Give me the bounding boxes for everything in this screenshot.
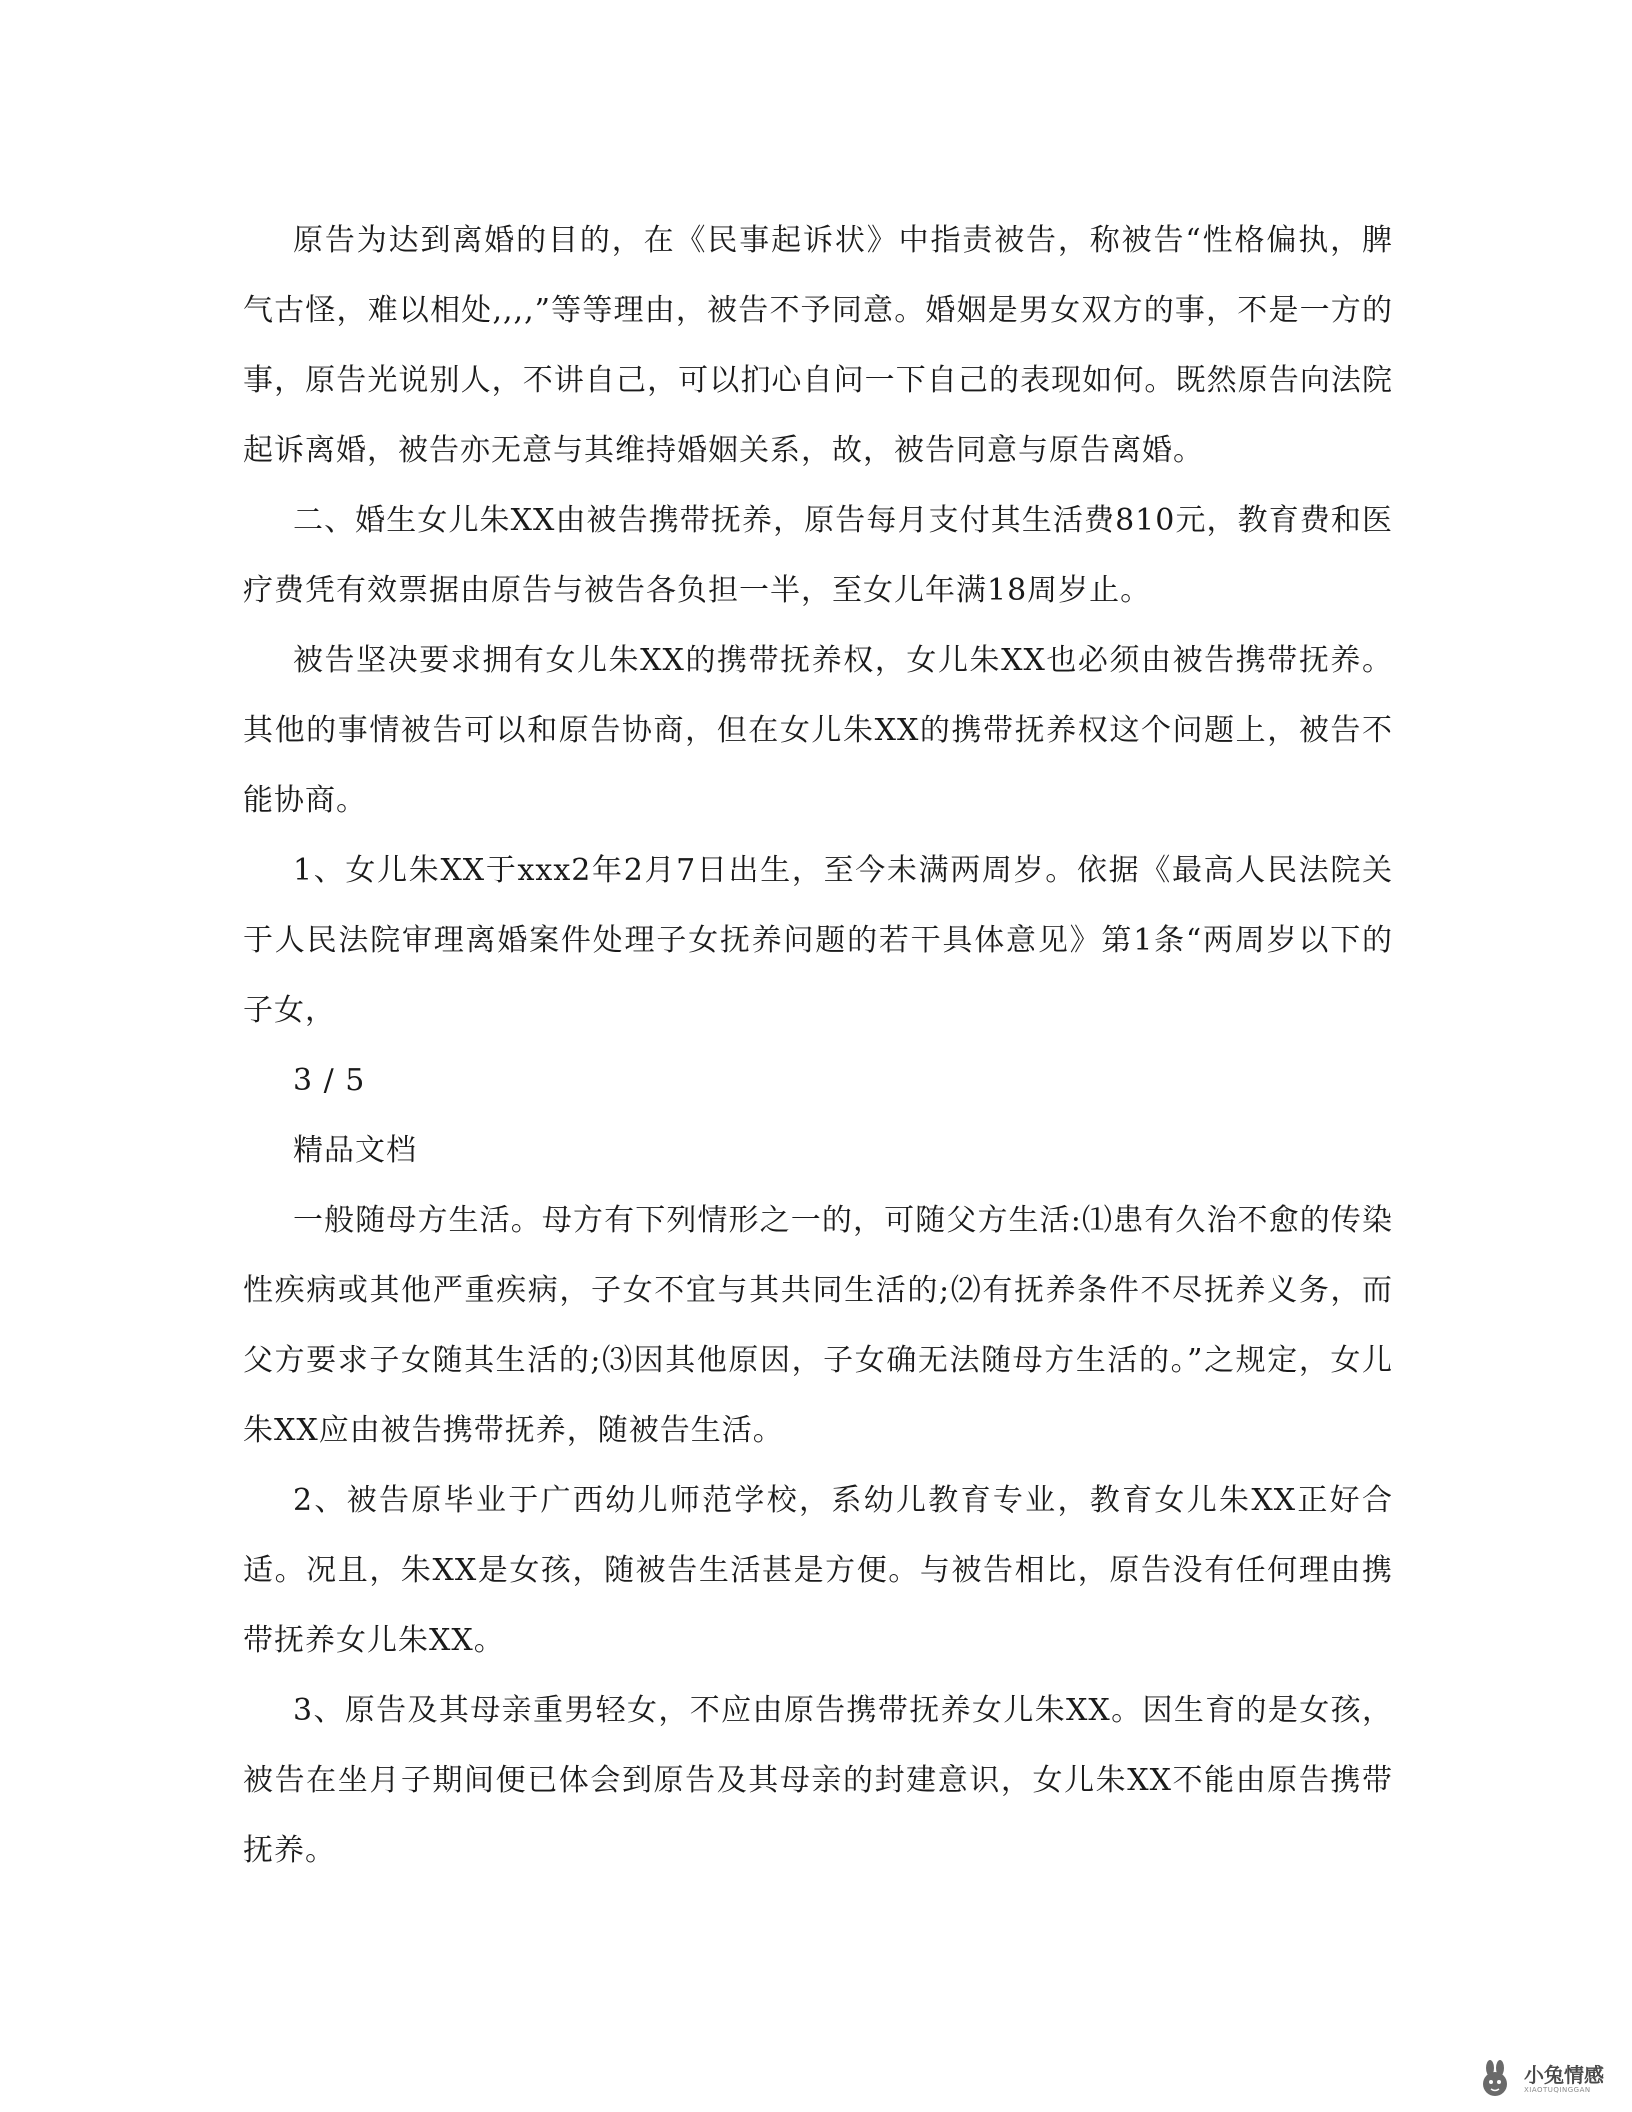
rabbit-logo-icon [1474,2060,1518,2098]
paragraph-5: 一般随母方生活。母方有下列情形之一的，可随父方生活:⑴患有久治不愈的传染性疾病或其他严重疾病，子女不宜与其共同生活的;⑵有抚养条件不尽抚养义务，而父方要求子女随其生活的;⑶因其他原因，子女确无法随母方生活的。”之规定，女儿朱XX应由被告携带抚养，随被告生活。 [243,1203,1393,1448]
paragraph-2: 二、婚生女儿朱XX由被告携带抚养，原告每月支付其生活费810元，教育费和医疗费凭有效票据由原告与被告各负担一半，至女儿年满18周岁止。 [243,503,1393,608]
document-label: 精品文档 [293,1133,417,1168]
watermark-text: 小兔情感 [1524,2062,1604,2087]
page-number: 3 / 5 [293,1063,366,1098]
watermark-subtext: XIAOTUQINGGAN [1524,2085,1591,2094]
paragraph-7: 3、原告及其母亲重男轻女，不应由原告携带抚养女儿朱XX。因生育的是女孩，被告在坐月子期间便已体会到原告及其母亲的封建意识，女儿朱XX不能由原告携带抚养。 [243,1693,1393,1868]
document-body [243,206,1393,1886]
paragraph-3: 被告坚决要求拥有女儿朱XX的携带抚养权，女儿朱XX也必须由被告携带抚养。其他的事情被告可以和原告协商，但在女儿朱XX的携带抚养权这个问题上，被告不能协商。 [243,643,1393,818]
paragraph-6: 2、被告原毕业于广西幼儿师范学校，系幼儿教育专业，教育女儿朱XX正好合适。况且，朱XX是女孩，随被告生活甚是方便。与被告相比，原告没有任何理由携带抚养女儿朱XX。 [243,1483,1393,1658]
watermark [1474,2060,1604,2098]
paragraph-1: 原告为达到离婚的目的，在《民事起诉状》中指责被告，称被告“性格偏执，脾气古怪，难以相处,,,,”等等理由，被告不予同意。婚姻是男女双方的事，不是一方的事，原告光说别人，不讲自己，可以扪心自问一下自己的表现如何。既然原告向法院起诉离婚，被告亦无意与其维持婚姻关系，故，被告同意与原告离婚。 [243,223,1393,468]
paragraph-4: 1、女儿朱XX于xxx2年2月7日出生，至今未满两周岁。依据《最高人民法院关于人民法院审理离婚案件处理子女抚养问题的若干具体意见》第1条“两周岁以下的子女， [243,853,1393,1028]
